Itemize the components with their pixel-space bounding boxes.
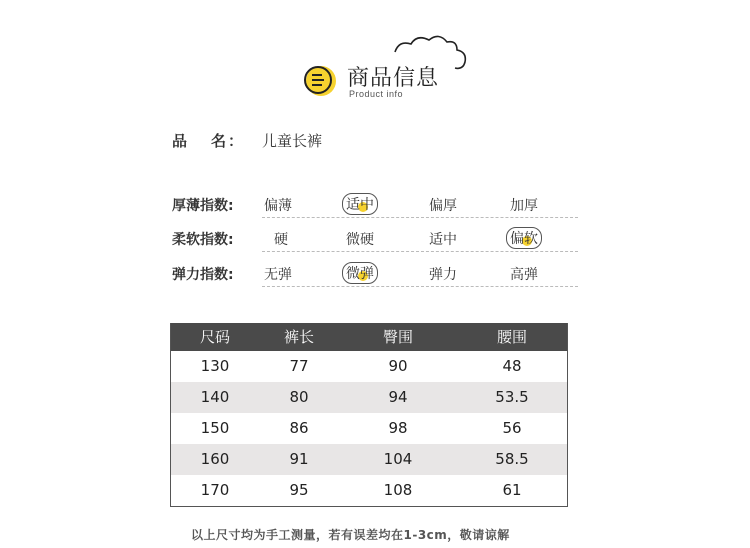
index-option-text: 微弹 [346, 266, 374, 282]
index-label: 厚薄指数: [172, 198, 234, 214]
index-label: 弹力指数: [172, 267, 234, 283]
table-cell: 160 [200, 450, 230, 468]
softness-index-row [172, 226, 578, 252]
table-row [171, 444, 567, 475]
table-cell: 48 [502, 357, 522, 375]
section-subtitle: Product info [349, 89, 404, 99]
product-name-value: 儿童长裤 [262, 132, 323, 150]
index-option: 硬 [274, 232, 288, 248]
dashed-divider [262, 217, 578, 218]
index-option-selected [506, 227, 542, 249]
table-cell: 94 [388, 388, 408, 406]
index-option-text: 适中 [346, 197, 374, 213]
index-option: 偏厚 [429, 198, 457, 214]
table-cell: 53.5 [495, 388, 529, 406]
index-option: 微硬 [346, 232, 374, 248]
table-cell: 108 [383, 481, 413, 499]
measurement-note: 以上尺寸均为手工测量，若有误差均在1-3cm，敬请谅解 [191, 528, 510, 542]
info-badge-icon [303, 64, 343, 98]
table-cell: 140 [200, 388, 230, 406]
index-option: 适中 [429, 232, 457, 248]
table-cell: 104 [383, 450, 413, 468]
table-cell: 56 [502, 419, 522, 437]
table-cell: 130 [200, 357, 230, 375]
table-cell: 77 [289, 357, 309, 375]
table-cell: 86 [289, 419, 309, 437]
index-option: 弹力 [429, 267, 457, 283]
table-cell: 61 [502, 481, 522, 499]
table-row [171, 475, 567, 506]
index-option: 加厚 [510, 198, 538, 214]
table-cell: 170 [200, 481, 230, 499]
table-cell: 91 [289, 450, 309, 468]
index-option-selected [342, 262, 378, 284]
table-cell: 95 [289, 481, 309, 499]
table-row [171, 413, 567, 444]
index-label: 柔软指数: [172, 232, 234, 248]
dashed-divider [262, 251, 578, 252]
table-row [171, 382, 567, 413]
product-name-label-char: 品 [172, 132, 190, 150]
table-cell: 90 [388, 357, 408, 375]
section-title: 商品信息 [347, 66, 440, 91]
table-header-cell: 腰围 [496, 328, 527, 346]
elasticity-index-row [172, 261, 578, 287]
dashed-divider [262, 286, 578, 287]
table-header-cell: 尺码 [199, 328, 230, 346]
size-table [170, 323, 568, 507]
index-option: 偏薄 [264, 198, 292, 214]
index-option-text: 偏软 [510, 231, 538, 247]
table-cell: 98 [388, 419, 408, 437]
table-row [171, 351, 567, 382]
product-name-label-char: 名： [211, 132, 246, 150]
section-header [303, 34, 483, 104]
table-cell: 58.5 [495, 450, 529, 468]
table-header-cell: 臀围 [382, 328, 413, 346]
table-cell: 150 [200, 419, 230, 437]
index-option: 高弹 [510, 267, 538, 283]
index-option: 无弹 [264, 267, 292, 283]
table-header-cell: 裤长 [283, 328, 314, 346]
product-name-label [172, 130, 245, 151]
table-cell: 80 [289, 388, 309, 406]
index-option-selected [342, 193, 378, 215]
thickness-index-row [172, 192, 578, 218]
table-header-row [171, 323, 567, 351]
